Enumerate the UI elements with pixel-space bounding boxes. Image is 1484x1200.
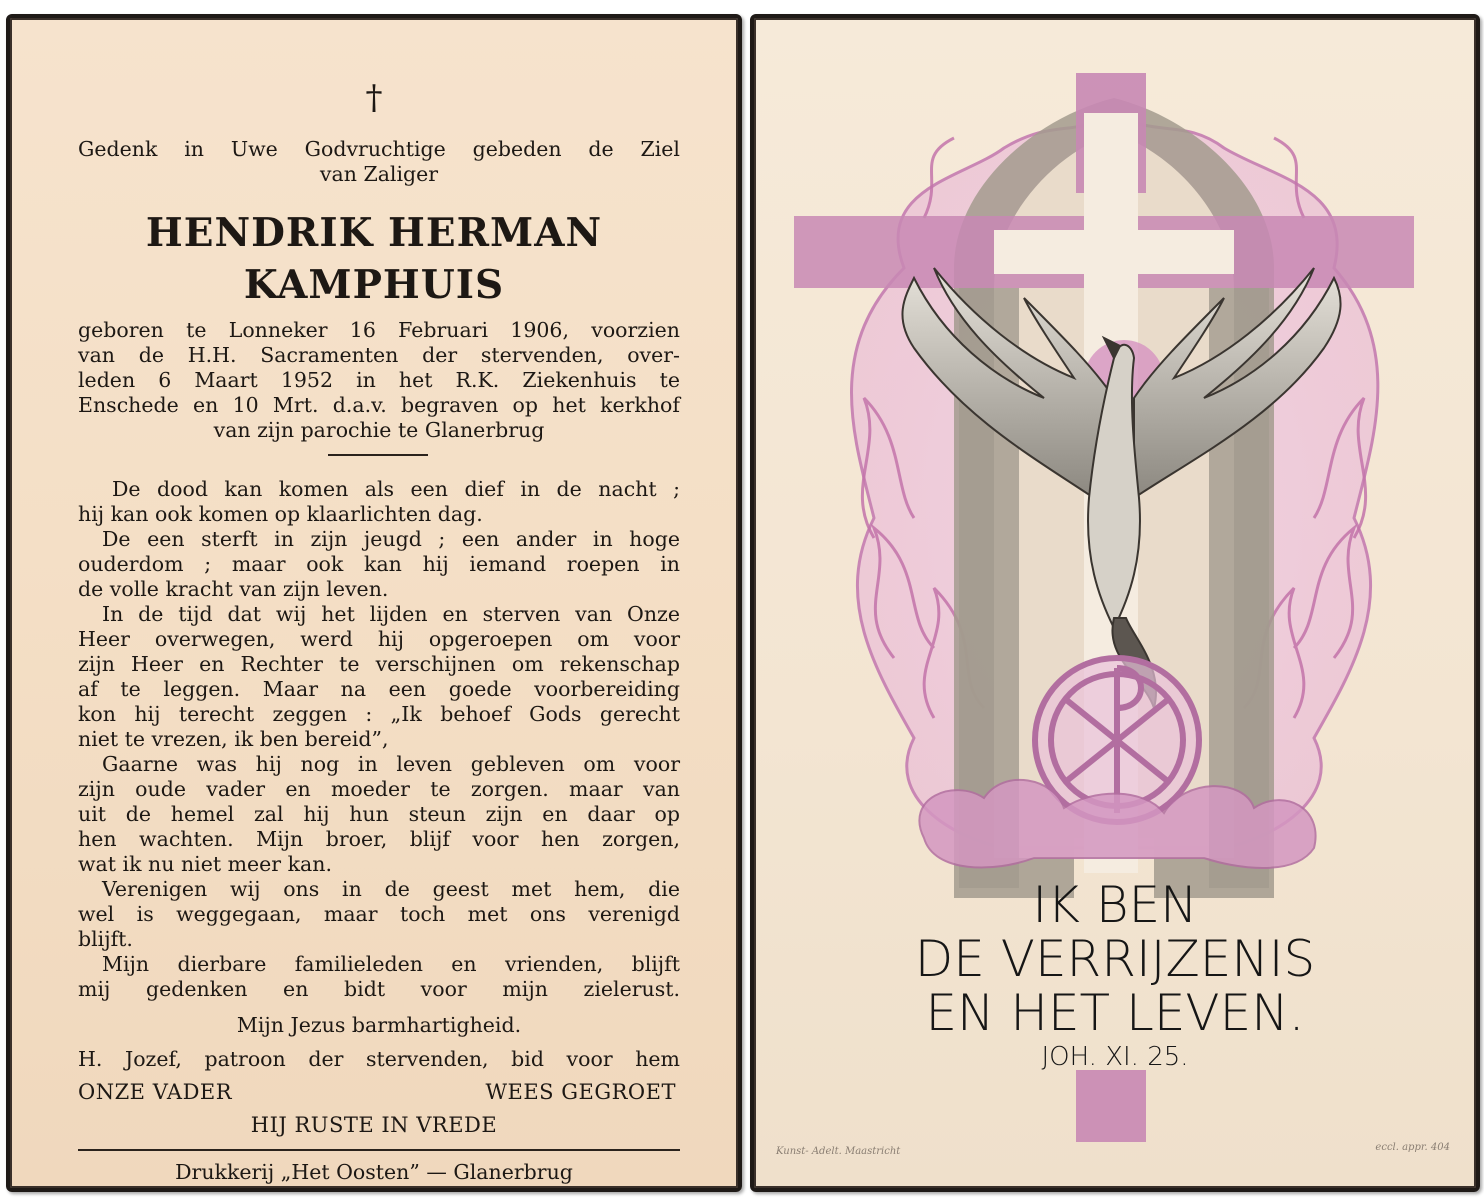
cross-vertical-bottom	[1076, 1070, 1146, 1142]
quote-line: DE VERRIJZENIS	[914, 930, 1316, 988]
meditation-line: de volle kracht van zijn leven.	[78, 577, 389, 601]
meditation-line: zijn oude vader en moeder te zorgen. maar van	[78, 777, 680, 801]
ecclesiastical-approval: eccl. appr. 404	[1375, 1142, 1450, 1153]
deceased-first-names: HENDRIK HERMAN	[145, 210, 603, 256]
details-line: geboren te Lonneker 16 Februari 1906, voorzien	[78, 318, 680, 342]
scripture-quote	[754, 878, 1476, 1040]
meditation-line: De dood kan komen als een dief in de nacht ;	[112, 477, 680, 501]
meditation-line: niet te vrezen, ik ben bereid”,	[78, 727, 389, 751]
meditation-line: kon hij terecht zeggen : „Ik behoef Gods gerecht	[78, 702, 680, 726]
meditation-line: Heer overwegen, werd hij opgeroepen om voor	[78, 627, 680, 651]
invocation: Mijn Jezus barmhartigheid.	[236, 1013, 522, 1037]
publisher-credit: Kunst- Adelt. Maastricht	[776, 1146, 901, 1157]
patron-prayer: H. Jozef, patroon der stervenden, bid voor hem	[78, 1047, 680, 1071]
meditation-line: uit de hemel zal hij hun steun zijn en daar op	[78, 802, 680, 826]
cross-symbol: †	[365, 78, 383, 118]
scripture-reference: JOH. XI. 25.	[1041, 1042, 1189, 1072]
meditation-line: hij kan ook komen op klaarlichten dag.	[78, 502, 483, 526]
meditation-line: De een sterft in zijn jeugd ; een ander in hoge	[102, 527, 680, 551]
birth-death-details	[78, 318, 680, 443]
details-line: leden 6 Maart 1952 in het R.K. Ziekenhuis te	[78, 368, 680, 392]
meditation-line: Verenigen wij ons in de geest met hem, die	[102, 877, 680, 901]
printer-credit: Drukkerij „Het Oosten” — Glanerbrug	[175, 1160, 573, 1184]
meditation-line: Gaarne was hij nog in leven gebleven om voor	[102, 752, 680, 776]
meditation-line: ouderdom ; maar ook kan hij iemand roepen in	[78, 552, 680, 576]
rest-in-peace: HIJ RUSTE IN VREDE	[250, 1113, 498, 1137]
deceased-surname: KAMPHUIS	[243, 262, 505, 308]
intro-line: Gedenk in Uwe Godvruchtige gebeden de Ziel	[78, 137, 680, 161]
meditation-line: wel is weggegaan, maar toch met ons verenigd	[78, 902, 680, 926]
quote-line: EN HET LEVEN.	[925, 984, 1305, 1042]
meditation-line: af te leggen. Maar na een goede voorbereiding	[78, 677, 680, 701]
meditation-line: hen wachten. Mijn broer, blijf voor hen zorgen,	[78, 827, 680, 851]
meditation-line: wat ik nu niet meer kan.	[78, 852, 332, 876]
memorial-card-text-side	[6, 14, 742, 1192]
prayer-hail-mary: WEES GEGROET	[485, 1080, 676, 1104]
divider	[328, 454, 428, 456]
prayer-our-father: ONZE VADER	[78, 1080, 233, 1104]
meditation-text	[78, 477, 680, 1002]
details-line: van zijn parochie te Glanerbrug	[213, 418, 545, 442]
memorial-card-image-side	[750, 14, 1480, 1192]
footer-divider	[78, 1149, 680, 1151]
quote-line: IK BEN	[1032, 876, 1198, 934]
meditation-line: mij gedenken en bidt voor mijn zielerust.	[78, 977, 680, 1001]
meditation-line: zijn Heer en Rechter te verschijnen om rekenschap	[78, 652, 680, 676]
intro-text	[78, 137, 680, 187]
white-cross-horizontal	[994, 230, 1234, 274]
details-line: van de H.H. Sacramenten der stervenden, over-	[78, 343, 680, 367]
intro-line: van Zaliger	[319, 162, 439, 186]
meditation-line: blijft.	[78, 927, 133, 951]
meditation-line: Mijn dierbare familieleden en vrienden, blijft	[102, 952, 680, 976]
details-line: Enschede en 10 Mrt. d.a.v. begraven op het kerkhof	[78, 393, 680, 417]
meditation-line: In de tijd dat wij het lijden en sterven van Onze	[102, 602, 680, 626]
